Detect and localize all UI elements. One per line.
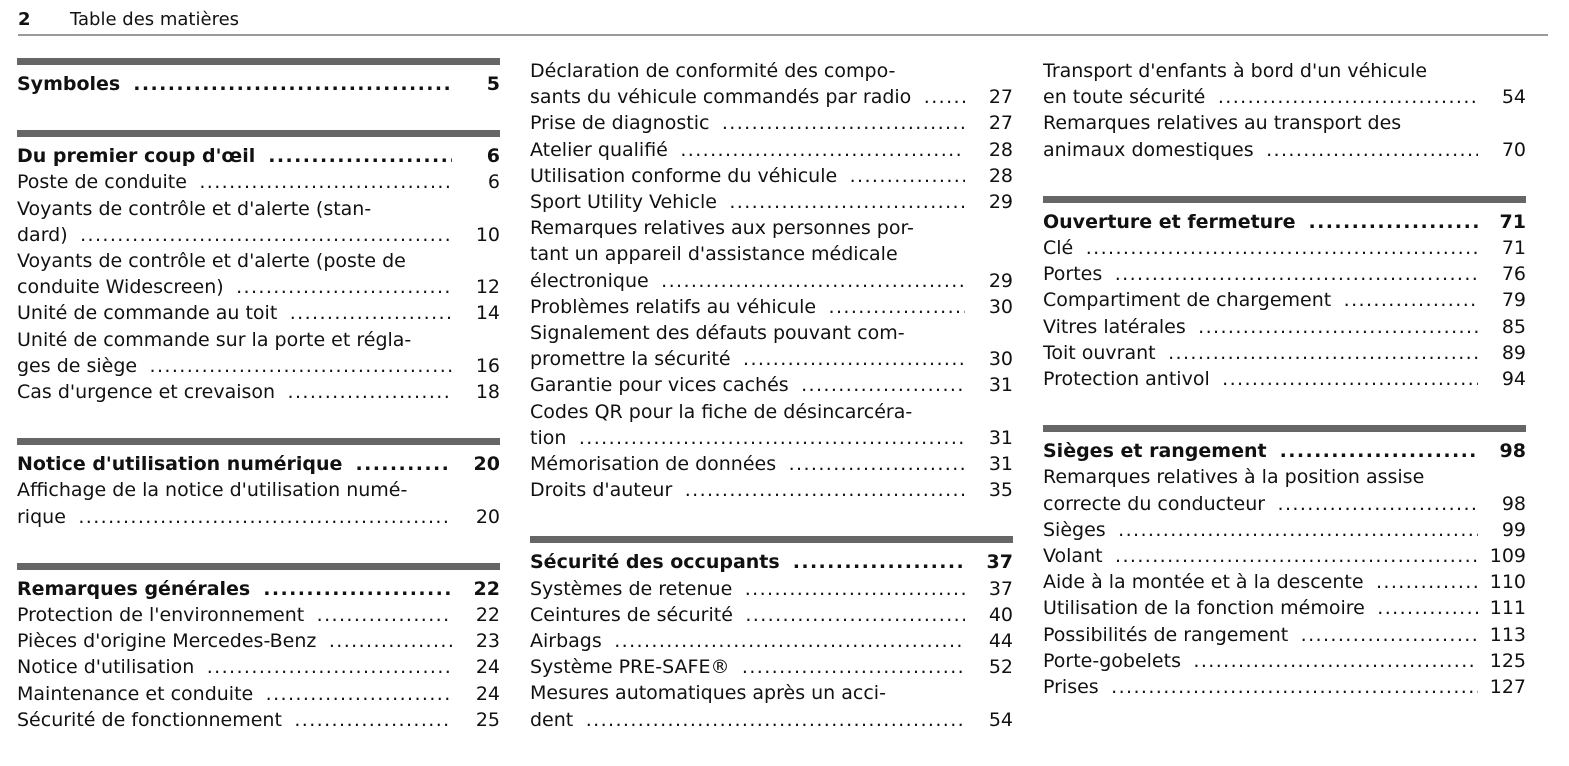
entry-title: Portes bbox=[1043, 263, 1107, 285]
entry-title: Systèmes de retenue bbox=[530, 578, 737, 600]
entry-title: Unité de commande sur la porte et régla- bbox=[17, 329, 416, 351]
entry-title: Compartiment de chargement bbox=[1043, 289, 1336, 311]
entry-page-number: 27 bbox=[988, 86, 1013, 109]
entry-page-number: 125 bbox=[1489, 649, 1526, 672]
toc-entry[interactable] bbox=[530, 163, 1013, 189]
section-page-number: 71 bbox=[1499, 210, 1526, 233]
section-divider bbox=[1043, 196, 1526, 203]
toc-section bbox=[530, 58, 1013, 503]
toc-column-1 bbox=[17, 58, 500, 766]
entry-title: Protection antivol bbox=[1043, 368, 1215, 390]
entry-page-number: 40 bbox=[988, 603, 1013, 626]
entry-title: tion bbox=[530, 427, 571, 449]
section-divider bbox=[1043, 425, 1526, 432]
toc-entry[interactable] bbox=[1043, 366, 1526, 392]
toc-entry[interactable] bbox=[530, 477, 1013, 503]
entry-page-number: 14 bbox=[475, 302, 500, 325]
entry-page-number: 71 bbox=[1501, 237, 1526, 260]
entry-page-number: 70 bbox=[1501, 138, 1526, 161]
toc-entry[interactable] bbox=[17, 248, 500, 300]
toc-entry[interactable] bbox=[17, 169, 500, 195]
entry-title: Aide à la montée et à la descente bbox=[1043, 571, 1369, 593]
toc-entry[interactable] bbox=[530, 110, 1013, 136]
entry-page-number: 6 bbox=[487, 171, 500, 194]
entry-title: Codes QR pour la fiche de désincarcéra- bbox=[530, 401, 917, 423]
entry-page-number: 24 bbox=[475, 656, 500, 679]
toc-entry[interactable] bbox=[1043, 464, 1526, 516]
toc-entry[interactable] bbox=[530, 294, 1013, 320]
entry-title: Remarques relatives aux personnes por- bbox=[530, 217, 919, 239]
toc-entry[interactable] bbox=[530, 58, 1013, 110]
toc-entry[interactable] bbox=[1043, 340, 1526, 366]
entry-title: Signalement des défauts pouvant com- bbox=[530, 322, 910, 344]
entry-page-number: 98 bbox=[1501, 492, 1526, 515]
entry-title: Garantie pour vices cachés bbox=[530, 374, 794, 396]
toc-entry[interactable] bbox=[530, 189, 1013, 215]
toc-column-2 bbox=[530, 58, 1013, 766]
toc-entry[interactable] bbox=[1043, 595, 1526, 621]
toc-entry[interactable] bbox=[17, 681, 500, 707]
toc-entry[interactable] bbox=[1043, 235, 1526, 261]
entry-title: Volant bbox=[1043, 545, 1108, 567]
entry-title: dard) bbox=[17, 224, 73, 246]
section-title: Sécurité des occupants bbox=[530, 551, 785, 573]
toc-entry[interactable] bbox=[17, 654, 500, 680]
entry-title: Cas d'urgence et crevaison bbox=[17, 381, 280, 403]
toc-entry[interactable] bbox=[17, 602, 500, 628]
entry-title: Transport d'enfants à bord d'un véhicule bbox=[1043, 60, 1432, 82]
entry-title: Porte-gobelets bbox=[1043, 650, 1186, 672]
section-page-number: 37 bbox=[986, 551, 1013, 574]
section-divider bbox=[17, 438, 500, 445]
entry-title: ges de siège bbox=[17, 355, 142, 377]
entry-title: animaux domestiques bbox=[1043, 139, 1259, 161]
entry-title: Prises bbox=[1043, 676, 1104, 698]
toc-entry[interactable] bbox=[1043, 674, 1526, 700]
entry-page-number: 30 bbox=[988, 348, 1013, 371]
section-divider bbox=[530, 536, 1013, 543]
entry-page-number: 31 bbox=[988, 453, 1013, 476]
section-divider bbox=[17, 563, 500, 570]
section-page-number: 22 bbox=[473, 577, 500, 600]
entry-page-number: 109 bbox=[1489, 545, 1526, 568]
entry-title: Clé bbox=[1043, 237, 1078, 259]
entry-page-number: 110 bbox=[1489, 571, 1526, 594]
entry-title: Ceintures de sécurité bbox=[530, 604, 738, 626]
section-page-number: 20 bbox=[473, 453, 500, 476]
toc-section bbox=[1043, 58, 1526, 163]
entry-title: en toute sécurité bbox=[1043, 86, 1210, 108]
section-title: Ouverture et fermeture bbox=[1043, 211, 1300, 233]
entry-title: Pièces d'origine Mercedes-Benz bbox=[17, 630, 321, 652]
entry-title: Unité de commande au toit bbox=[17, 302, 282, 324]
entry-page-number: 31 bbox=[988, 374, 1013, 397]
entry-title: électronique bbox=[530, 270, 654, 292]
entry-title: Voyants de contrôle et d'alerte (poste de bbox=[17, 250, 411, 272]
entry-title: rique bbox=[17, 506, 71, 528]
toc-entry[interactable] bbox=[530, 320, 1013, 372]
entry-title: Sièges bbox=[1043, 519, 1111, 541]
toc-entry[interactable] bbox=[17, 300, 500, 326]
entry-page-number: 16 bbox=[475, 354, 500, 377]
toc-section bbox=[17, 130, 500, 405]
entry-title: Mémorisation de données bbox=[530, 453, 781, 475]
entry-title: Prise de diagnostic bbox=[530, 112, 714, 134]
entry-title: correcte du conducteur bbox=[1043, 493, 1270, 515]
toc-entry[interactable] bbox=[1043, 287, 1526, 313]
entry-page-number: 79 bbox=[1501, 289, 1526, 312]
entry-page-number: 29 bbox=[988, 191, 1013, 214]
toc-section bbox=[17, 438, 500, 530]
entry-title: Déclaration de conformité des compo- bbox=[530, 60, 900, 82]
entry-page-number: 24 bbox=[475, 682, 500, 705]
entry-title: Mesures automatiques après un acci- bbox=[530, 682, 891, 704]
entry-page-number: 10 bbox=[475, 223, 500, 246]
entry-page-number: 89 bbox=[1501, 341, 1526, 364]
toc-section bbox=[530, 536, 1013, 732]
toc-entry[interactable] bbox=[17, 196, 500, 248]
entry-page-number: 85 bbox=[1501, 315, 1526, 338]
section-title: Notice d'utilisation numérique bbox=[17, 453, 347, 475]
entry-page-number: 111 bbox=[1489, 597, 1526, 620]
entry-title: Maintenance et conduite bbox=[17, 683, 258, 705]
entry-page-number: 52 bbox=[988, 656, 1013, 679]
entry-page-number: 30 bbox=[988, 295, 1013, 318]
toc-entry[interactable] bbox=[530, 137, 1013, 163]
entry-title: Protection de l'environnement bbox=[17, 604, 309, 626]
toc-entry[interactable] bbox=[17, 477, 500, 529]
toc-entry[interactable] bbox=[17, 327, 500, 379]
entry-title: Airbags bbox=[530, 630, 607, 652]
entry-page-number: 22 bbox=[475, 604, 500, 627]
section-divider bbox=[17, 130, 500, 137]
entry-title: Affichage de la notice d'utilisation numé- bbox=[17, 479, 412, 501]
entry-title: Remarques relatives au transport des bbox=[1043, 112, 1406, 134]
toc-section bbox=[17, 58, 500, 97]
section-title: Sièges et rangement bbox=[1043, 440, 1272, 462]
entry-page-number: 29 bbox=[988, 269, 1013, 292]
entry-page-number: 28 bbox=[988, 164, 1013, 187]
entry-page-number: 94 bbox=[1501, 368, 1526, 391]
toc-entry[interactable] bbox=[530, 628, 1013, 654]
toc-column-3 bbox=[1043, 58, 1526, 733]
toc-entry[interactable] bbox=[530, 372, 1013, 398]
page-title: Table des matières bbox=[70, 9, 240, 30]
entry-page-number: 44 bbox=[988, 630, 1013, 653]
entry-page-number: 28 bbox=[988, 138, 1013, 161]
toc-entry[interactable] bbox=[1043, 110, 1526, 162]
entry-title: dent bbox=[530, 709, 578, 731]
section-page-number: 6 bbox=[486, 145, 500, 168]
section-page-number: 5 bbox=[486, 73, 500, 95]
section-title: Symboles bbox=[17, 73, 125, 95]
entry-page-number: 20 bbox=[475, 505, 500, 528]
entry-page-number: 12 bbox=[475, 276, 500, 299]
section-divider bbox=[17, 58, 500, 65]
section-page-number: 98 bbox=[1499, 440, 1526, 463]
toc-entry[interactable] bbox=[1043, 622, 1526, 648]
toc-entry[interactable] bbox=[530, 602, 1013, 628]
entry-title: Problèmes relatifs au véhicule bbox=[530, 296, 821, 318]
section-heading[interactable] bbox=[17, 71, 500, 97]
toc-entry[interactable] bbox=[530, 451, 1013, 477]
entry-title: tant un appareil d'assistance médicale bbox=[530, 243, 903, 265]
entry-page-number: 113 bbox=[1489, 623, 1526, 646]
entry-title: Utilisation conforme du véhicule bbox=[530, 165, 842, 187]
entry-title: Voyants de contrôle et d'alerte (stan- bbox=[17, 198, 376, 220]
toc-entry[interactable] bbox=[530, 654, 1013, 680]
entry-page-number: 31 bbox=[988, 426, 1013, 449]
entry-page-number: 54 bbox=[1501, 86, 1526, 109]
toc-entry[interactable] bbox=[530, 576, 1013, 602]
section-heading[interactable] bbox=[1043, 209, 1526, 235]
entry-page-number: 127 bbox=[1489, 676, 1526, 699]
entry-title: Notice d'utilisation bbox=[17, 656, 199, 678]
entry-title: Poste de conduite bbox=[17, 171, 192, 193]
entry-page-number: 54 bbox=[988, 708, 1013, 731]
section-heading[interactable] bbox=[17, 451, 500, 477]
section-title: Du premier coup d'œil bbox=[17, 145, 260, 167]
section-heading[interactable] bbox=[17, 143, 500, 169]
entry-page-number: 76 bbox=[1501, 263, 1526, 286]
entry-title: sants du véhicule commandés par radio bbox=[530, 86, 916, 108]
toc-entry[interactable] bbox=[17, 707, 500, 733]
entry-page-number: 18 bbox=[475, 381, 500, 404]
toc-entry[interactable] bbox=[530, 215, 1013, 294]
entry-page-number: 23 bbox=[475, 630, 500, 653]
entry-title: Toit ouvrant bbox=[1043, 342, 1161, 364]
toc-entry[interactable] bbox=[1043, 58, 1526, 110]
toc-section bbox=[1043, 196, 1526, 392]
entry-title: Vitres latérales bbox=[1043, 316, 1191, 338]
section-title: Remarques générales bbox=[17, 578, 255, 600]
toc-entry[interactable] bbox=[1043, 569, 1526, 595]
entry-title: Sécurité de fonctionnement bbox=[17, 709, 287, 731]
toc-entry[interactable] bbox=[1043, 648, 1526, 674]
section-heading[interactable] bbox=[530, 549, 1013, 575]
toc-entry[interactable] bbox=[530, 399, 1013, 451]
section-heading[interactable] bbox=[17, 576, 500, 602]
entry-title: Atelier qualifié bbox=[530, 139, 673, 161]
entry-title: promettre la sécurité bbox=[530, 348, 736, 370]
entry-page-number: 35 bbox=[988, 479, 1013, 502]
entry-page-number: 25 bbox=[475, 708, 500, 731]
toc-section bbox=[17, 563, 500, 733]
toc-entry[interactable] bbox=[1043, 314, 1526, 340]
entry-page-number: 27 bbox=[988, 112, 1013, 135]
toc-entry[interactable] bbox=[1043, 543, 1526, 569]
entry-title: Utilisation de la fonction mémoire bbox=[1043, 597, 1370, 619]
entry-title: Système PRE-SAFE® bbox=[530, 656, 734, 678]
page-header bbox=[18, 4, 1548, 36]
toc-entry[interactable] bbox=[1043, 261, 1526, 287]
entry-page-number: 99 bbox=[1501, 518, 1526, 541]
toc-section bbox=[1043, 425, 1526, 700]
section-heading[interactable] bbox=[1043, 438, 1526, 464]
toc-entry[interactable] bbox=[1043, 517, 1526, 543]
entry-title: conduite Widescreen) bbox=[17, 276, 229, 298]
entry-page-number: 37 bbox=[988, 577, 1013, 600]
toc-entry[interactable] bbox=[17, 379, 500, 405]
entry-title: Possibilités de rangement bbox=[1043, 624, 1293, 646]
page-number: 2 bbox=[18, 9, 31, 30]
toc-entry[interactable] bbox=[17, 628, 500, 654]
entry-title: Sport Utility Vehicle bbox=[530, 191, 722, 213]
toc-entry[interactable] bbox=[530, 680, 1013, 732]
entry-title: Droits d'auteur bbox=[530, 479, 677, 501]
entry-title: Remarques relatives à la position assise bbox=[1043, 466, 1429, 488]
